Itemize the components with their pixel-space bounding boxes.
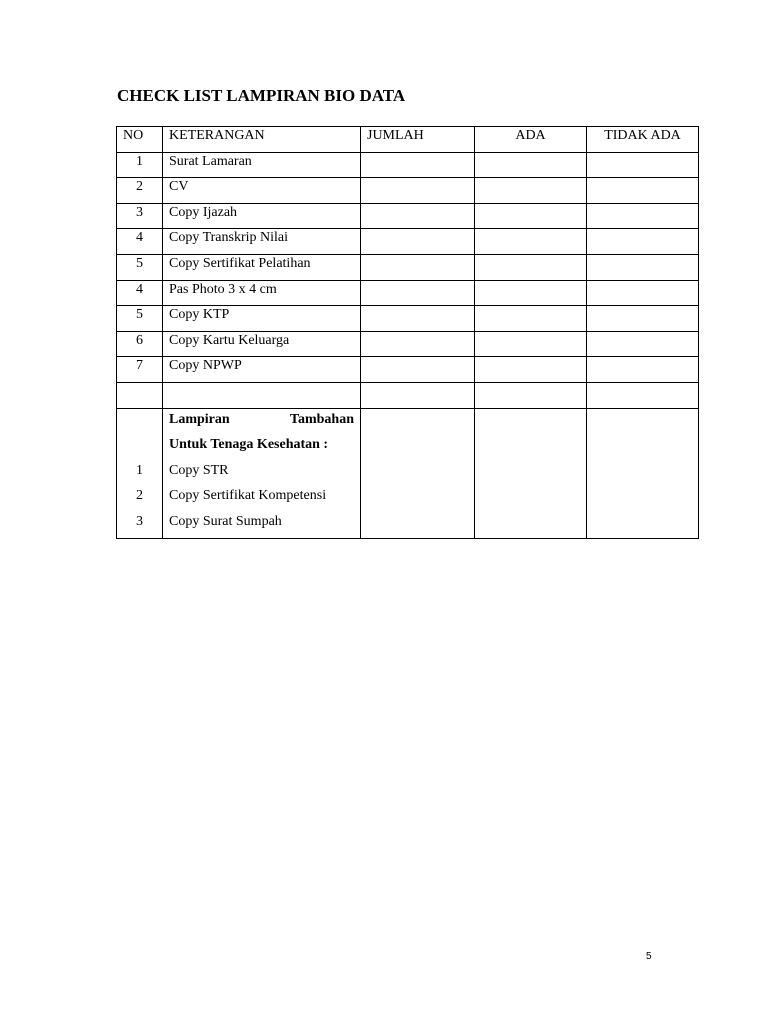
row-jumlah-cell [361, 382, 475, 408]
row-jumlah-cell [361, 254, 475, 280]
table-row [117, 280, 699, 306]
row-jumlah-cell [361, 229, 475, 255]
extra-item-keterangan: Copy Surat Sumpah [169, 513, 282, 529]
extra-jumlah-cell [361, 408, 475, 539]
row-jumlah-cell [361, 152, 475, 178]
checklist-table [116, 126, 699, 539]
row-keterangan: Surat Lamaran [163, 152, 361, 178]
extra-no-cell [117, 408, 163, 539]
extra-ada-cell [475, 408, 587, 539]
row-keterangan: CV [163, 178, 361, 204]
table-row [117, 331, 699, 357]
row-tidak-ada-cell [587, 306, 699, 332]
extra-item-no: 1 [136, 462, 143, 478]
row-jumlah-cell [361, 203, 475, 229]
table-row [117, 203, 699, 229]
row-jumlah-cell [361, 178, 475, 204]
row-no: 7 [117, 357, 163, 383]
table-row [117, 229, 699, 255]
row-jumlah-cell [361, 331, 475, 357]
row-ada-cell [475, 331, 587, 357]
row-no: 5 [117, 306, 163, 332]
row-tidak-ada-cell [587, 331, 699, 357]
row-no: 6 [117, 331, 163, 357]
row-jumlah-cell [361, 357, 475, 383]
table-header-row [117, 127, 699, 153]
row-keterangan: Pas Photo 3 x 4 cm [163, 280, 361, 306]
extra-item-keterangan: Copy Sertifikat Kompetensi [169, 488, 327, 504]
header-jumlah: JUMLAH [361, 127, 475, 153]
row-tidak-ada-cell [587, 152, 699, 178]
extra-keterangan-cell [163, 408, 361, 539]
row-no: 5 [117, 254, 163, 280]
row-keterangan: Copy NPWP [163, 357, 361, 383]
header-tidak-ada: TIDAK ADA [587, 127, 699, 153]
row-keterangan: Copy Ijazah [163, 203, 361, 229]
extra-heading-word-2: Tambahan [289, 411, 354, 427]
page-number: 5 [646, 951, 652, 962]
row-ada-cell [475, 152, 587, 178]
row-ada-cell [475, 382, 587, 408]
row-no: 3 [117, 203, 163, 229]
row-jumlah-cell [361, 306, 475, 332]
row-ada-cell [475, 357, 587, 383]
row-ada-cell [475, 203, 587, 229]
row-no [117, 382, 163, 408]
extra-spacer [123, 436, 156, 462]
header-keterangan: KETERANGAN [163, 127, 361, 153]
row-ada-cell [475, 280, 587, 306]
row-jumlah-cell [361, 280, 475, 306]
row-tidak-ada-cell [587, 229, 699, 255]
row-keterangan: Copy Sertifikat Pelatihan [163, 254, 361, 280]
extra-heading-line-2: Untuk Tenaga Kesehatan : [169, 437, 329, 453]
table-row-lampiran-tambahan [117, 408, 699, 539]
row-tidak-ada-cell [587, 280, 699, 306]
row-keterangan: Copy Transkrip Nilai [163, 229, 361, 255]
row-no: 1 [117, 152, 163, 178]
extra-tidak-ada-cell [587, 408, 699, 539]
row-no: 4 [117, 229, 163, 255]
row-ada-cell [475, 306, 587, 332]
row-ada-cell [475, 229, 587, 255]
table-row [117, 306, 699, 332]
row-keterangan: Copy KTP [163, 306, 361, 332]
row-tidak-ada-cell [587, 357, 699, 383]
table-row [117, 178, 699, 204]
header-ada: ADA [475, 127, 587, 153]
row-tidak-ada-cell [587, 178, 699, 204]
extra-spacer [123, 411, 156, 437]
document-title: CHECK LIST LAMPIRAN BIO DATA [117, 86, 406, 105]
row-ada-cell [475, 254, 587, 280]
extra-heading-line-1 [169, 411, 354, 437]
row-keterangan: Copy Kartu Keluarga [163, 331, 361, 357]
header-no: NO [117, 127, 163, 153]
table-row-empty [117, 382, 699, 408]
table-row [117, 152, 699, 178]
row-keterangan [163, 382, 361, 408]
extra-item-no: 2 [136, 488, 143, 504]
row-tidak-ada-cell [587, 203, 699, 229]
extra-item-no: 3 [136, 513, 143, 529]
row-no: 2 [117, 178, 163, 204]
row-tidak-ada-cell [587, 254, 699, 280]
table-row [117, 357, 699, 383]
row-tidak-ada-cell [587, 382, 699, 408]
row-no: 4 [117, 280, 163, 306]
row-ada-cell [475, 178, 587, 204]
table-row [117, 254, 699, 280]
extra-heading-word-1: Lampiran [169, 411, 230, 427]
extra-item-keterangan: Copy STR [169, 462, 229, 478]
